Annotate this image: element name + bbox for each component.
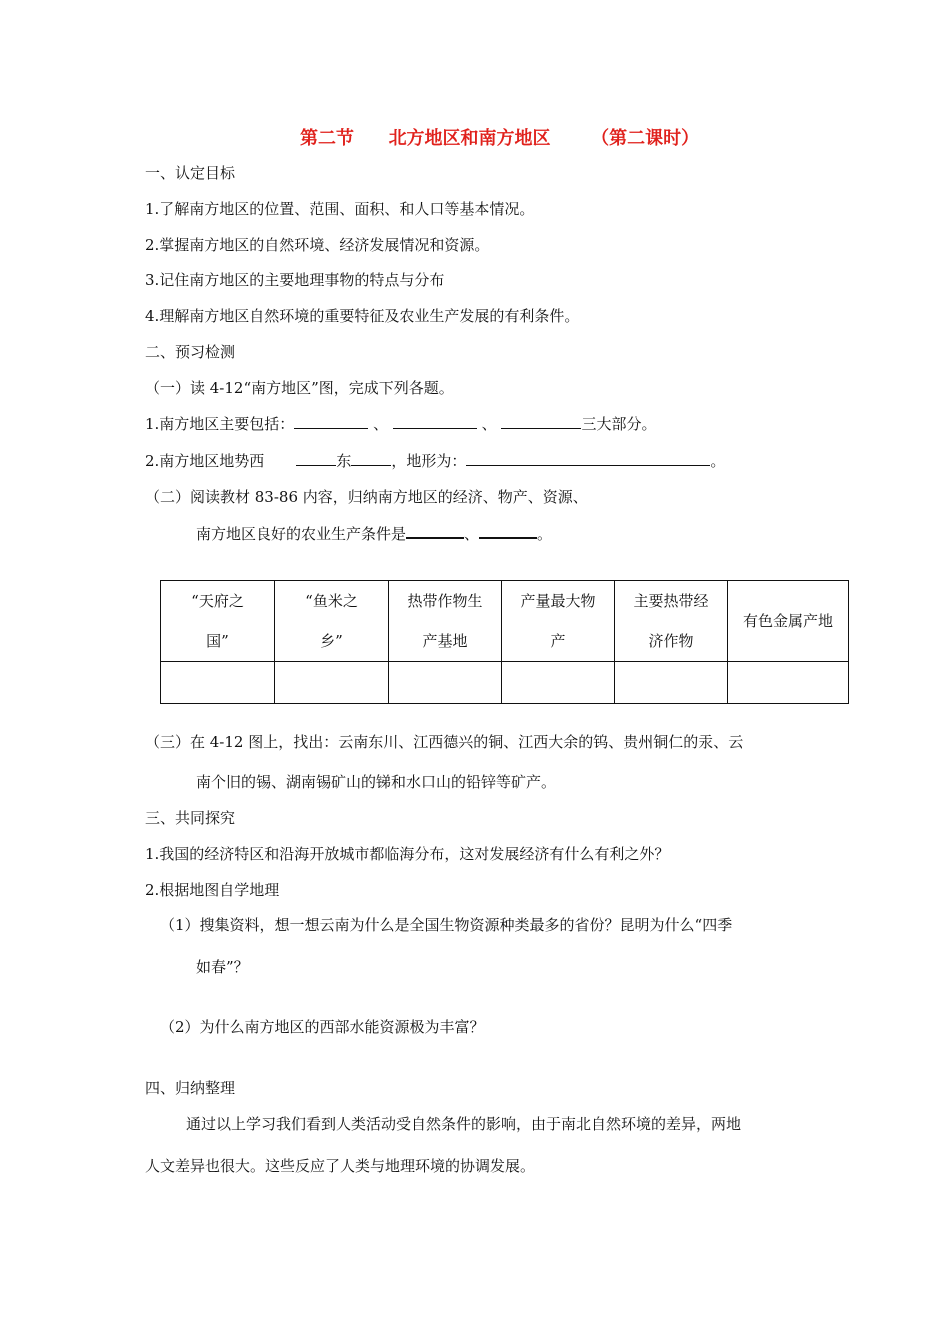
answer-blank[interactable] [351,451,391,466]
table-header-row [161,581,849,662]
table-answer-cell[interactable] [275,662,389,704]
page-title [300,124,699,150]
table-header-cell: 产量最大物 产 [502,581,615,662]
goals-heading: 一、认定目标 [145,164,236,182]
goal-item-4: 4.理解南方地区自然环境的重要特征及农业生产发展的有利条件。 [145,307,580,325]
preview-heading: 二、预习检测 [145,343,236,361]
explore-question-1: 1.我国的经济特区和沿海开放城市都临海分布，这对发展经济有什么有利之外？ [145,845,670,863]
title-section: 第二节 [300,128,354,149]
question-1: 1.南方地区主要包括： 、 、 三大部分。 [145,415,657,433]
table-answer-cell[interactable] [728,662,849,704]
explore-heading: 三、共同探究 [145,809,236,827]
question-1-suffix: 三大部分。 [581,415,657,433]
answer-blank[interactable] [294,414,368,429]
answer-blank[interactable] [501,414,581,429]
title-topic: 北方地区和南方地区 [388,128,551,149]
answer-blank[interactable] [296,451,336,466]
goal-item-2: 2.掌握南方地区的自然环境、经济发展情况和资源。 [145,236,490,254]
answer-blank[interactable] [466,451,710,466]
question-1-prefix: 1.南方地区主要包括： [145,415,295,433]
summary-line-2: 人文差异也很大。这些反应了人类与地理环境的协调发展。 [145,1157,536,1175]
answer-blank[interactable] [406,523,464,539]
title-lesson: （第二课时） [591,128,700,149]
summary-line-1: 通过以上学习我们看到人类活动受自然条件的影响，由于南北自然环境的差异，两地 [186,1115,742,1133]
explore-question-2-2: （2）为什么南方地区的西部水能资源极为丰富？ [160,1018,485,1036]
table-header-cell: 热带作物生 产基地 [389,581,502,662]
table-header-cell: “天府之 国” [161,581,275,662]
resource-table [160,580,849,704]
preview-part3-line1: （三）在 4-12 图上，找出：云南东川、江西德兴的铜、江西大余的钨、贵州铜仁的汞、云 [145,733,744,751]
table-header-cell: 主要热带经 济作物 [615,581,728,662]
explore-question-2-1-line1: （1）搜集资料，想一想云南为什么是全国生物资源种类最多的省份？昆明为什么“四季 [160,916,733,934]
explore-question-2-1-line2: 如春”？ [196,958,249,976]
question-2: 2.南方地区地势西 东 ，地形为： 。 [145,452,726,470]
preview-part2: （二）阅读教材 83-86 内容，归纳南方地区的经济、物产、资源、 [145,488,588,506]
answer-blank[interactable] [479,523,537,539]
table-header-cell: 有色金属产地 [728,581,849,662]
goal-item-3: 3.记住南方地区的主要地理事物的特点与分布 [145,271,445,289]
preview-part3-line2: 南个旧的锡、湖南锡矿山的锑和水口山的铅锌等矿产。 [196,773,557,791]
goal-item-1: 1.了解南方地区的位置、范围、面积、和人口等基本情况。 [145,200,535,218]
explore-question-2: 2.根据地图自学地理 [145,881,280,899]
table-answer-cell[interactable] [502,662,615,704]
table-answer-cell[interactable] [389,662,502,704]
answer-blank[interactable] [393,414,477,429]
summary-heading: 四、归纳整理 [145,1079,236,1097]
table-row [161,662,849,704]
table-header-cell: “鱼米之 乡” [275,581,389,662]
question-2-prefix: 2.南方地区地势西 [145,452,265,470]
table-answer-cell[interactable] [615,662,728,704]
preview-part2-conditions: 南方地区良好的农业生产条件是 、 。 [196,525,553,543]
table-answer-cell[interactable] [161,662,275,704]
preview-part1: （一）读 4-12“南方地区”图，完成下列各题。 [145,379,454,397]
